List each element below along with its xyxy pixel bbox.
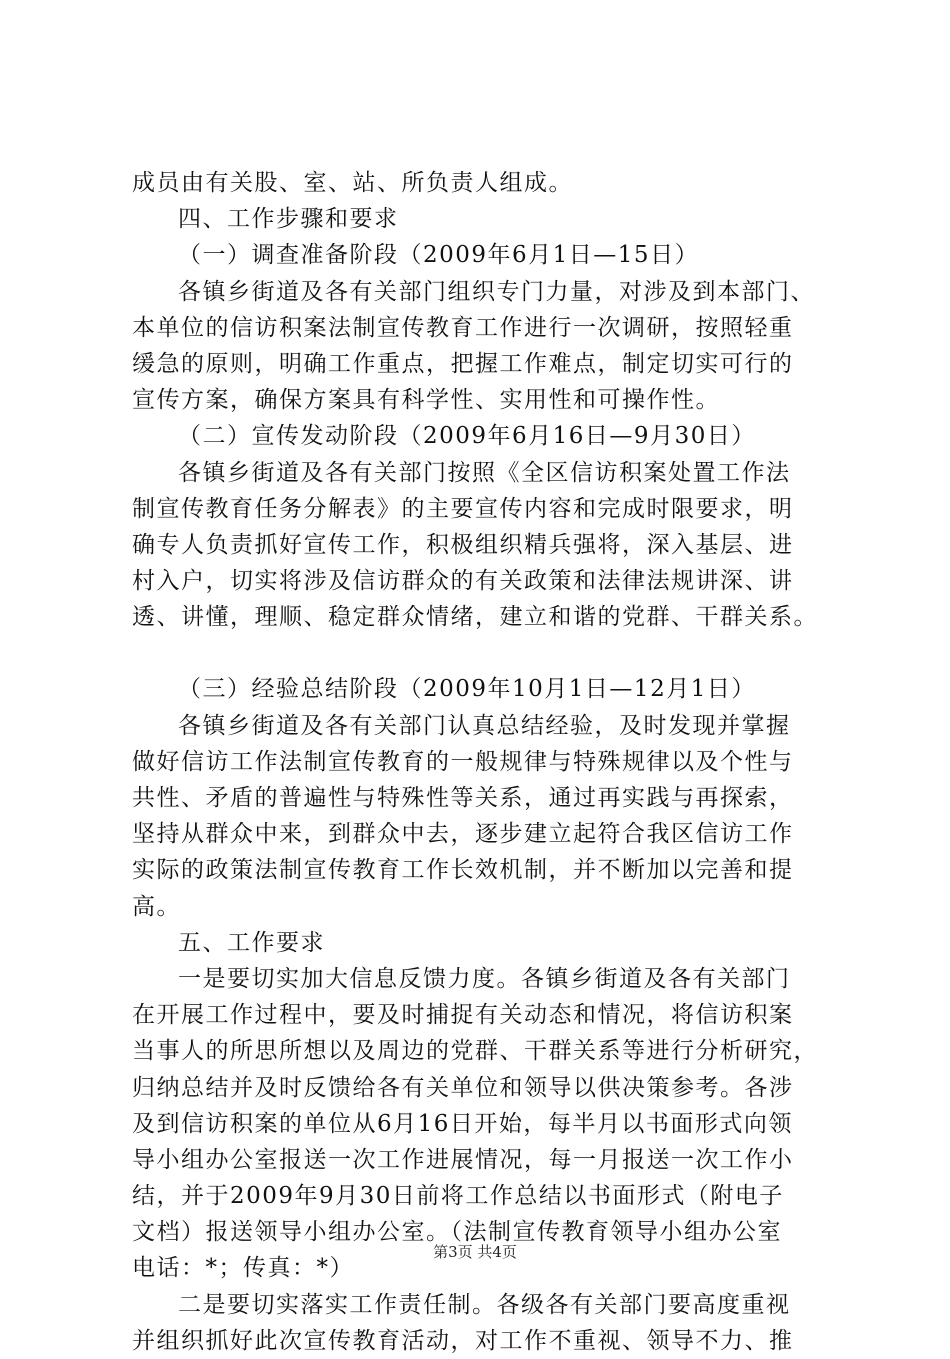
paragraph-line: 各镇乡街道及各有关部门认真总结经验，及时发现并掌握 <box>178 712 791 739</box>
paragraph-line: 各镇乡街道及各有关部门按照《全区信访积案处置工作法 <box>178 459 791 486</box>
paragraph-line: 透、讲懂，理顺、稳定群众情绪，建立和谐的党群、干群关系。 <box>132 604 818 631</box>
subsection-heading: （二）宣传发动阶段（2009年6月16日—9月30日） <box>178 423 756 450</box>
paragraph-line: 及到信访积案的单位从6月16日开始，每半月以书面形式向领 <box>132 1110 793 1137</box>
paragraph-line: 当事人的所思所想以及周边的党群、干群关系等进行分析研究， <box>132 1038 818 1065</box>
section-heading: 五、工作要求 <box>178 929 325 956</box>
paragraph-line: 二是要切实落实工作责任制。各级各有关部门要高度重视 <box>178 1291 791 1318</box>
paragraph-line: 宣传方案，确保方案具有科学性、实用性和可操作性。 <box>132 387 720 414</box>
paragraph-line: 村入户，切实将涉及信访群众的有关政策和法律法规讲深、讲 <box>132 568 794 595</box>
paragraph-line: 电话：*；传真：*） <box>132 1255 354 1282</box>
section-heading: 四、工作步骤和要求 <box>178 206 399 233</box>
subsection-heading: （三）经验总结阶段（2009年10月1日—12月1日） <box>178 676 756 703</box>
paragraph-line: 导小组办公室报送一次工作进展情况，每一月报送一次工作小 <box>132 1146 794 1173</box>
paragraph-line: 在开展工作过程中，要及时捕捉有关动态和情况，将信访积案 <box>132 1002 794 1029</box>
paragraph-line: 本单位的信访积案法制宣传教育工作进行一次调研，按照轻重 <box>132 314 794 341</box>
paragraph-line: 坚持从群众中来，到群众中去，逐步建立起符合我区信访工作 <box>132 821 794 848</box>
subsection-heading: （一）调查准备阶段（2009年6月1日—15日） <box>178 242 700 269</box>
paragraph-gap <box>132 635 832 671</box>
paragraph-line: 结，并于2009年9月30日前将工作总结以书面形式（附电子 <box>132 1183 784 1210</box>
paragraph-line: 并组织抓好此次宣传教育活动，对工作不重视、领导不力、推 <box>132 1327 794 1354</box>
paragraph-line: 确专人负责抓好宣传工作，积极组织精兵强将，深入基层、进 <box>132 531 794 558</box>
paragraph-line: 制宣传教育任务分解表》的主要宣传内容和完成时限要求，明 <box>132 495 794 522</box>
paragraph-line: 各镇乡街道及各有关部门组织专门力量，对涉及到本部门、 <box>178 278 815 305</box>
paragraph-line: 归纳总结并及时反馈给各有关单位和领导以供决策参考。各涉 <box>132 1074 794 1101</box>
paragraph-line: 高。 <box>132 893 181 920</box>
page-footer: 第3页 共4页 <box>433 1243 517 1261</box>
paragraph-line: 实际的政策法制宣传教育工作长效机制，并不断加以完善和提 <box>132 857 794 884</box>
paragraph-line: 一是要切实加大信息反馈力度。各镇乡街道及各有关部门 <box>178 965 791 992</box>
paragraph-line: 文档）报送领导小组办公室。（法制宣传教育领导小组办公室 <box>132 1219 782 1246</box>
paragraph-line: 做好信访工作法制宣传教育的一般规律与特殊规律以及个性与 <box>132 748 794 775</box>
paragraph-line: 缓急的原则，明确工作重点，把握工作难点，制定切实可行的 <box>132 350 794 377</box>
document-body <box>132 165 832 1359</box>
paragraph-line: 共性、矛盾的普遍性与特殊性等关系，通过再实践与再探索， <box>132 785 794 811</box>
text-line: 成员由有关股、室、站、所负责人组成。 <box>132 170 573 196</box>
